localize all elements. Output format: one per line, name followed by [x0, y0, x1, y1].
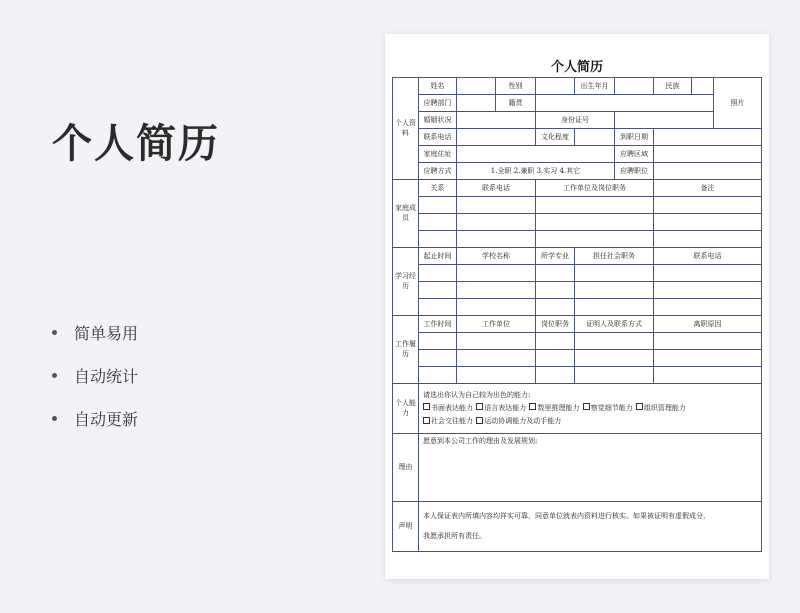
field-marital[interactable] — [457, 112, 536, 129]
cell[interactable] — [457, 367, 536, 384]
cell[interactable] — [654, 367, 762, 384]
ability-option-label: 察觉细节能力 — [590, 403, 633, 412]
cell[interactable] — [654, 350, 762, 367]
cell[interactable] — [457, 197, 536, 214]
label-marital: 婚姻状况 — [419, 112, 457, 129]
section-label-family: 家庭成员 — [393, 180, 419, 248]
ability-option[interactable] — [529, 404, 579, 412]
feature-label: 自动更新 — [74, 410, 139, 429]
ability-option[interactable] — [583, 404, 633, 412]
ability-option[interactable] — [423, 417, 473, 425]
cell[interactable] — [536, 197, 654, 214]
cell[interactable] — [536, 214, 654, 231]
feature-item — [52, 311, 138, 354]
cell[interactable] — [575, 282, 654, 299]
bullet-icon — [52, 373, 57, 378]
cell[interactable] — [575, 265, 654, 282]
cell[interactable] — [536, 265, 575, 282]
header-remarks: 备注 — [654, 180, 762, 197]
hero-title: 个人简历 — [52, 121, 220, 167]
cell[interactable] — [536, 367, 575, 384]
header-leave-reason: 离职原因 — [654, 316, 762, 333]
field-position[interactable] — [654, 163, 762, 180]
ability-option[interactable] — [476, 417, 561, 425]
label-name: 姓名 — [419, 78, 457, 95]
cell[interactable] — [457, 265, 536, 282]
cell[interactable] — [457, 350, 536, 367]
header-family-phone: 联系电话 — [457, 180, 536, 197]
ability-option-label: 数里推理能力 — [537, 403, 580, 412]
reason-field[interactable] — [419, 434, 762, 502]
cell[interactable] — [654, 214, 762, 231]
ability-prompt: 请选出你认为自己较为出色的能力: — [423, 390, 531, 399]
label-address: 家庭住址 — [419, 146, 457, 163]
statement-line-1: 本人保证表内所填内容均祥实可靠，同意单位就表内资料进行核实。如果被证明有虚假成分， — [423, 511, 710, 520]
field-gender[interactable] — [536, 78, 575, 95]
ability-option-label: 组织管理能力 — [643, 403, 686, 412]
feature-label: 自动统计 — [74, 367, 139, 386]
label-phone: 联系电话 — [419, 129, 457, 146]
checkbox-icon[interactable] — [476, 403, 483, 410]
cell[interactable] — [419, 333, 457, 350]
cell[interactable] — [575, 333, 654, 350]
field-id[interactable] — [615, 112, 714, 129]
label-start-date: 到职日期 — [615, 129, 654, 146]
ability-block — [419, 384, 762, 434]
section-label-statement: 声明 — [393, 502, 419, 552]
cell[interactable] — [457, 282, 536, 299]
checkbox-icon[interactable] — [636, 403, 643, 410]
field-address[interactable] — [457, 146, 615, 163]
header-reference: 证明人及联系方式 — [575, 316, 654, 333]
cell[interactable] — [536, 333, 575, 350]
cell[interactable] — [654, 282, 762, 299]
ability-options-row2 — [423, 415, 759, 428]
cell[interactable] — [575, 299, 654, 316]
cell[interactable] — [419, 299, 457, 316]
cell[interactable] — [457, 231, 536, 248]
cell[interactable] — [654, 197, 762, 214]
ability-option[interactable] — [476, 404, 526, 412]
checkbox-icon[interactable] — [529, 403, 536, 410]
header-major: 所学专业 — [536, 248, 575, 265]
cell[interactable] — [536, 282, 575, 299]
label-education: 文化程度 — [536, 129, 575, 146]
header-school: 学校名称 — [457, 248, 536, 265]
field-name[interactable] — [457, 78, 496, 95]
label-ethnicity: 民族 — [654, 78, 692, 95]
cell[interactable] — [575, 367, 654, 384]
ability-option-label: 社会交往能力 — [431, 417, 473, 426]
label-native: 籍贯 — [496, 95, 536, 112]
label-position: 应聘职位 — [615, 163, 654, 180]
label-gender: 性别 — [496, 78, 536, 95]
statement-line-2: 我愿承担所有责任。 — [423, 532, 486, 540]
field-native[interactable] — [536, 95, 714, 112]
cell[interactable] — [457, 299, 536, 316]
header-work-unit: 工作单位 — [457, 316, 536, 333]
feature-list — [52, 311, 138, 440]
section-label-work: 工作履历 — [393, 316, 419, 384]
section-label-ability: 个人能力 — [393, 384, 419, 434]
field-region[interactable] — [654, 146, 762, 163]
statement-block — [419, 502, 762, 552]
cell[interactable] — [654, 333, 762, 350]
label-region: 应聘区域 — [615, 146, 654, 163]
header-work-period: 工作时间 — [419, 316, 457, 333]
cell[interactable] — [419, 197, 457, 214]
header-study-phone: 联系电话 — [654, 248, 762, 265]
section-label-study: 学习经历 — [393, 248, 419, 316]
method-options[interactable]: 1.全职 2.兼职 3.实习 4.其它 — [457, 163, 615, 180]
bullet-icon — [52, 416, 57, 421]
field-phone[interactable] — [457, 129, 536, 146]
photo-box[interactable]: 照片 — [714, 78, 762, 129]
header-employer: 工作单位及岗位职务 — [536, 180, 654, 197]
cell[interactable] — [575, 350, 654, 367]
header-relation: 关系 — [419, 180, 457, 197]
cell[interactable] — [536, 350, 575, 367]
field-start-date[interactable] — [654, 129, 762, 146]
ability-option[interactable] — [636, 404, 686, 412]
field-education[interactable] — [575, 129, 615, 146]
resume-document-preview — [385, 34, 769, 579]
bullet-icon — [52, 330, 57, 335]
cell[interactable] — [419, 350, 457, 367]
ability-options-row1 — [423, 402, 759, 415]
feature-item — [52, 397, 138, 440]
cell[interactable] — [654, 231, 762, 248]
feature-label: 简单易用 — [74, 324, 139, 343]
checkbox-icon[interactable] — [583, 403, 590, 410]
label-method: 应聘方式 — [419, 163, 457, 180]
field-ethnicity[interactable] — [692, 78, 714, 95]
cell[interactable] — [654, 265, 762, 282]
ability-option[interactable] — [423, 404, 473, 412]
feature-item — [52, 354, 138, 397]
section-label-personal: 个人资料 — [393, 78, 419, 180]
checkbox-icon[interactable] — [476, 417, 483, 424]
cell[interactable] — [419, 367, 457, 384]
label-department: 应聘部门 — [419, 95, 457, 112]
resume-form-table — [392, 77, 762, 552]
cell[interactable] — [457, 333, 536, 350]
cell[interactable] — [419, 265, 457, 282]
field-birth[interactable] — [615, 78, 654, 95]
cell[interactable] — [457, 214, 536, 231]
header-social-role: 担任社会职务 — [575, 248, 654, 265]
cell[interactable] — [536, 231, 654, 248]
cell[interactable] — [654, 299, 762, 316]
label-birth: 出生年月 — [575, 78, 615, 95]
ability-option-label: 运动协调能力及动手能力 — [484, 417, 562, 426]
checkbox-icon[interactable] — [423, 403, 430, 410]
section-label-reason: 理由 — [393, 434, 419, 502]
header-work-position: 岗位职务 — [536, 316, 575, 333]
label-id: 身份证号 — [536, 112, 615, 129]
cell[interactable] — [419, 231, 457, 248]
ability-option-label: 语言表达能力 — [484, 403, 527, 412]
checkbox-icon[interactable] — [423, 417, 430, 424]
field-department[interactable] — [457, 95, 496, 112]
cell[interactable] — [419, 214, 457, 231]
ability-option-label: 书面表达能力 — [431, 403, 473, 412]
header-study-period: 起止时间 — [419, 248, 457, 265]
cell[interactable] — [419, 282, 457, 299]
reason-prompt: 愿意到本公司工作的理由及发展规划: — [423, 437, 538, 445]
document-title: 个人简历 — [550, 60, 603, 75]
cell[interactable] — [536, 299, 575, 316]
